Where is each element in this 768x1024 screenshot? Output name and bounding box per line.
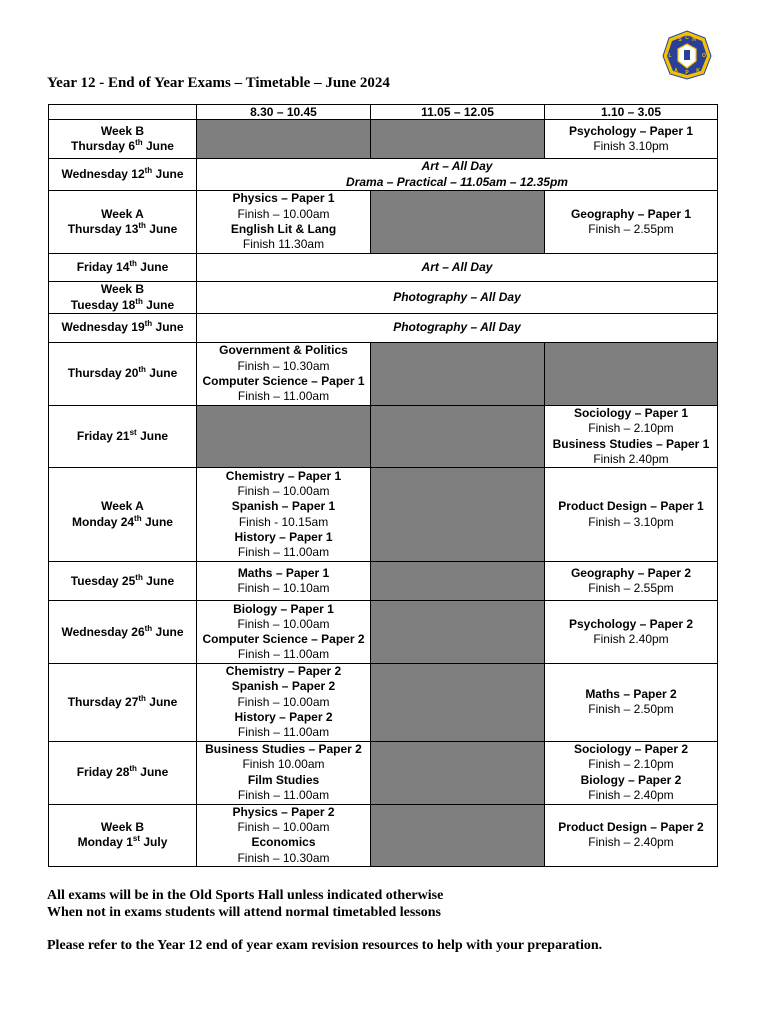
empty-slot	[371, 406, 545, 468]
empty-slot	[371, 804, 545, 866]
week-label: Week B	[100, 282, 145, 297]
finish-time: Finish 3.10pm	[593, 139, 669, 153]
finish-time: Finish – 10.00am	[237, 819, 330, 834]
slot-morning	[197, 343, 371, 406]
table-row	[49, 159, 718, 191]
date-label: Thursday 13th June	[67, 221, 178, 236]
empty-slot	[545, 343, 718, 406]
table-row	[49, 601, 718, 664]
finish-time: Finish – 11.00am	[237, 647, 330, 662]
table-row	[49, 468, 718, 562]
day-cell	[49, 406, 197, 468]
table-row	[49, 120, 718, 159]
empty-slot	[371, 664, 545, 741]
slot-afternoon	[545, 601, 718, 664]
exam-name: Physics – Paper 1	[232, 191, 335, 206]
finish-time: Finish – 10.00am	[237, 484, 330, 499]
day-cell	[49, 562, 197, 601]
finish-time: Finish - 10.15am	[238, 514, 329, 529]
date-label: Wednesday 12th June	[61, 165, 184, 181]
exam-name: Psychology – Paper 1	[568, 123, 694, 138]
page-title: Year 12 - End of Year Exams – Timetable – June 2024	[47, 75, 390, 91]
table-row	[49, 406, 718, 468]
date-label: Wednesday 26th June	[61, 623, 184, 639]
logo-letter: H	[692, 37, 696, 43]
table-row	[49, 191, 718, 254]
empty-slot	[371, 191, 545, 254]
slot-afternoon	[545, 741, 718, 804]
event-name: Photography – All Day	[393, 289, 521, 304]
empty-slot	[371, 741, 545, 804]
exam-name: History – Paper 1	[234, 529, 333, 544]
day-cell	[49, 314, 197, 343]
empty-slot	[371, 601, 545, 664]
day-cell	[49, 664, 197, 741]
exam-name: Computer Science – Paper 1	[202, 374, 365, 388]
all-day-slot	[197, 254, 718, 282]
slot-morning	[197, 664, 371, 741]
finish-time: Finish – 11.00am	[237, 787, 330, 802]
exam-name: Chemistry – Paper 2	[225, 664, 342, 679]
all-day-slot	[197, 282, 718, 314]
exam-name: Geography – Paper 2	[570, 565, 692, 580]
date-label: Friday 21st June	[76, 427, 169, 443]
finish-time: Finish – 2.55pm	[588, 581, 674, 596]
col-header-morning: 8.30 – 10.45	[197, 105, 371, 120]
day-cell	[49, 159, 197, 191]
logo-letter: A	[674, 68, 678, 74]
table-row	[49, 804, 718, 866]
empty-slot	[371, 120, 545, 159]
slot-morning	[197, 562, 371, 601]
empty-slot	[371, 468, 545, 562]
table-row	[49, 314, 718, 343]
exam-name: Film Studies	[247, 772, 320, 787]
finish-time: Finish – 2.40pm	[588, 835, 674, 850]
empty-slot	[371, 343, 545, 406]
slot-afternoon	[545, 191, 718, 254]
exam-name: Business Studies – Paper 2	[205, 742, 362, 757]
finish-time: Finish – 10.30am	[237, 358, 330, 373]
day-cell	[49, 254, 197, 282]
event-name: Drama – Practical – 11.05am – 12.35pm	[346, 174, 568, 189]
exam-name: Government & Politics	[219, 343, 348, 358]
finish-time: Finish 10.00am	[242, 757, 325, 772]
week-label: Week B	[100, 123, 145, 138]
exam-name: Computer Science – Paper 2	[202, 632, 365, 647]
table-row	[49, 254, 718, 282]
note-revision: Please refer to the Year 12 end of year exam revision resources to help with your preparation.	[47, 938, 603, 953]
finish-time: Finish – 3.10pm	[588, 514, 674, 529]
empty-slot	[197, 406, 371, 468]
logo-letter: L	[668, 53, 672, 59]
date-label: Monday 1st July	[77, 834, 168, 850]
note-location: All exams will be in the Old Sports Hall unless indicated otherwise	[47, 888, 444, 903]
finish-time: Finish – 10.00am	[237, 206, 330, 221]
slot-morning	[197, 468, 371, 562]
date-label: Thursday 6th June	[71, 138, 174, 153]
date-label: Friday 28th June	[76, 764, 169, 780]
notes	[47, 887, 602, 954]
exam-name: Spanish – Paper 1	[231, 499, 336, 514]
school-crest-logo	[662, 30, 712, 80]
finish-time: Finish – 2.40pm	[588, 787, 674, 802]
finish-time: Finish – 2.50pm	[588, 702, 674, 717]
finish-time: Finish – 11.00am	[237, 725, 330, 740]
finish-time: Finish – 10.00am	[237, 694, 330, 709]
slot-morning	[197, 804, 371, 866]
finish-time: Finish 2.40pm	[593, 451, 669, 466]
date-label: Thursday 20th June	[67, 365, 178, 381]
table-row	[49, 741, 718, 804]
slot-afternoon	[545, 120, 718, 159]
day-cell	[49, 601, 197, 664]
slot-afternoon	[545, 804, 718, 866]
logo-letter: P	[685, 70, 689, 76]
exam-timetable	[48, 104, 718, 867]
day-cell	[49, 120, 197, 159]
col-header-midday: 11.05 – 12.05	[371, 105, 545, 120]
finish-time: Finish 11.30am	[242, 237, 325, 252]
date-label: Tuesday 18th June	[70, 296, 175, 312]
slot-afternoon	[545, 468, 718, 562]
finish-time: Finish – 2.10pm	[588, 421, 674, 436]
exam-name: Economics	[251, 835, 316, 850]
logo-letter: K	[696, 68, 700, 74]
event-name: Art – All Day	[421, 159, 493, 174]
slot-morning	[197, 601, 371, 664]
day-cell	[49, 191, 197, 254]
exam-name: Biology – Paper 2	[580, 772, 682, 787]
week-label: Week B	[100, 819, 145, 834]
empty-slot	[197, 120, 371, 159]
finish-time: Finish – 2.55pm	[588, 222, 674, 236]
finish-time: Finish – 10.00am	[237, 616, 330, 631]
col-header-afternoon: 1.10 – 3.05	[545, 105, 718, 120]
slot-afternoon	[545, 664, 718, 741]
note-lessons: When not in exams students will attend normal timetabled lessons	[47, 905, 441, 920]
exam-name: Psychology – Paper 2	[568, 616, 694, 631]
table-row	[49, 343, 718, 406]
date-label: Tuesday 25th June	[70, 572, 175, 588]
date-label: Monday 24th June	[72, 513, 173, 529]
exam-name: Sociology – Paper 1	[573, 406, 689, 420]
slot-morning	[197, 741, 371, 804]
day-cell	[49, 804, 197, 866]
finish-time: Finish – 10.30am	[237, 850, 330, 865]
day-cell	[49, 741, 197, 804]
date-label: Wednesday 19th June	[61, 319, 184, 335]
finish-time: Finish – 11.00am	[237, 545, 330, 560]
exam-name: Biology – Paper 1	[233, 601, 334, 616]
event-name: Photography – All Day	[393, 320, 521, 335]
logo-letter: O	[702, 53, 706, 59]
event-name: Art – All Day	[421, 259, 493, 274]
exam-name: Business Studies – Paper 1	[552, 436, 710, 451]
logo-letter: C	[685, 35, 689, 41]
exam-name: English Lit & Lang	[230, 222, 337, 236]
header-row	[49, 105, 718, 120]
exam-name: Sociology – Paper 2	[573, 742, 689, 757]
exam-name: Spanish – Paper 2	[231, 679, 336, 694]
exam-name: Maths – Paper 1	[237, 565, 330, 580]
slot-afternoon	[545, 562, 718, 601]
table-row	[49, 664, 718, 741]
finish-time: Finish – 10.10am	[237, 581, 330, 596]
exam-name: Geography – Paper 1	[570, 206, 692, 221]
day-cell	[49, 343, 197, 406]
week-label: Week A	[101, 499, 144, 514]
logo-letter: S	[678, 37, 682, 43]
corner-cell	[49, 105, 197, 120]
table-row	[49, 282, 718, 314]
day-cell	[49, 468, 197, 562]
slot-morning	[197, 191, 371, 254]
exam-name: Product Design – Paper 2	[558, 819, 704, 834]
week-label: Week A	[101, 206, 144, 221]
exam-name: Maths – Paper 2	[585, 687, 677, 702]
slot-afternoon	[545, 406, 718, 468]
date-label: Friday 14th June	[76, 258, 169, 274]
date-label: Thursday 27th June	[67, 693, 178, 709]
exam-name: Chemistry – Paper 1	[225, 468, 342, 483]
finish-time: Finish – 2.10pm	[588, 757, 674, 772]
exam-name: History – Paper 2	[234, 710, 333, 725]
empty-slot	[371, 562, 545, 601]
exam-name: Product Design – Paper 1	[558, 499, 704, 514]
exam-name: Physics – Paper 2	[232, 804, 335, 819]
finish-time: Finish 2.40pm	[593, 632, 669, 647]
day-cell	[49, 282, 197, 314]
table-row	[49, 562, 718, 601]
all-day-slot	[197, 314, 718, 343]
all-day-slot	[197, 159, 718, 191]
finish-time: Finish – 11.00am	[237, 389, 330, 404]
